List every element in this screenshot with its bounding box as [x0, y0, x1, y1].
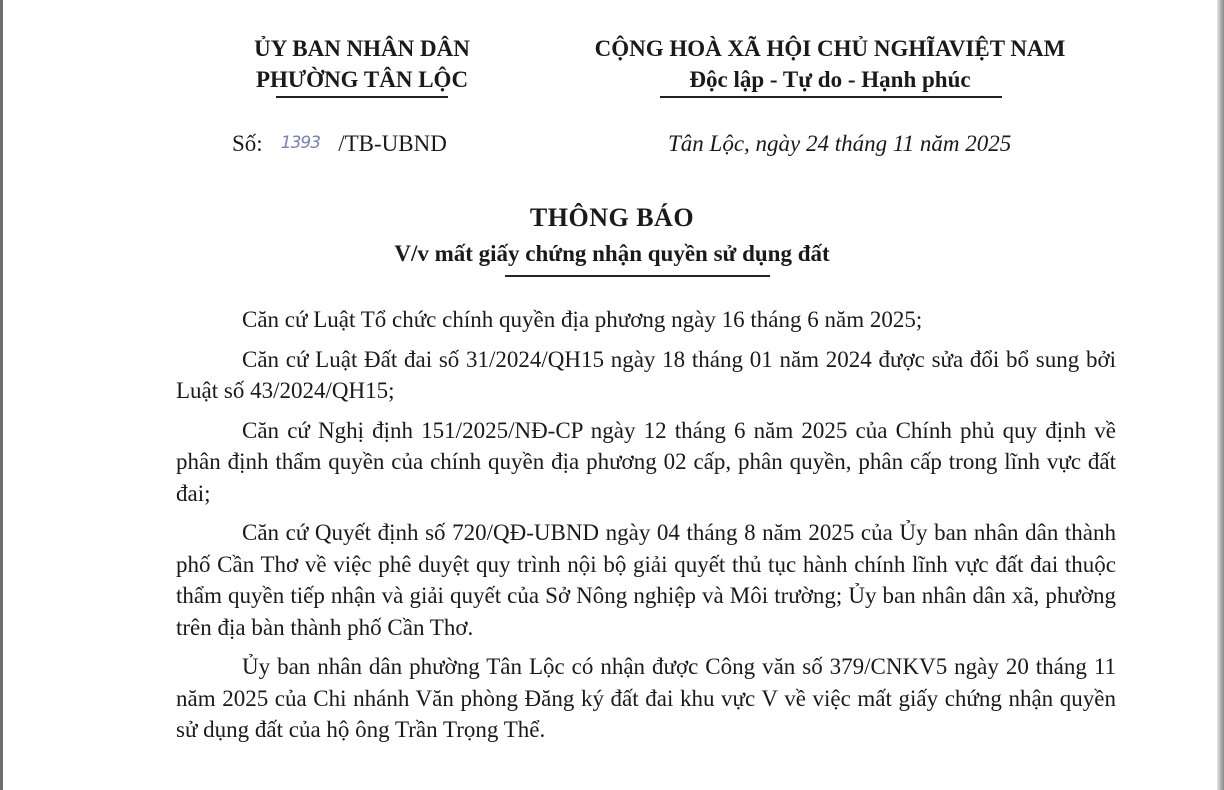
- motto-underline: [660, 96, 1002, 98]
- legal-basis-paragraph: Căn cứ Luật Đất đai số 31/2024/QH15 ngày 18 tháng 01 năm 2024 được sửa đổi bổ sung bởi Luật số 43/2024/QH15;: [176, 346, 1116, 403]
- national-motto: Độc lập - Tự do - Hạnh phúc: [689, 67, 971, 92]
- document-subject: V/v mất giấy chứng nhận quyền sử dụng đất: [394, 241, 830, 266]
- scan-edge-left: [0, 0, 3, 790]
- issuing-authority: [238, 33, 486, 95]
- scan-edge-right: [1217, 0, 1224, 790]
- document-title: THÔNG BÁO: [529, 203, 695, 232]
- subject-underline: [505, 275, 770, 277]
- legal-basis-paragraph: Căn cứ Luật Tổ chức chính quyền địa phương ngày 16 tháng 6 năm 2025;: [242, 307, 923, 332]
- national-title: CỘNG HOÀ XÃ HỘI CHỦ NGHĨAVIỆT NAM: [594, 36, 1066, 61]
- document-body: [176, 304, 1116, 754]
- authority-underline: [276, 96, 448, 98]
- handwritten-number: 1393: [280, 133, 321, 153]
- notice-paragraph: Ủy ban nhân dân phường Tân Lộc có nhận được Công văn số 379/CNKV5 ngày 20 tháng 11 năm 2025 của Chi nhánh Văn phòng Đăng ký đất đai khu vực V về việc mất giấy chứng nhận quyền sử dụng đất của hộ ông Trần Trọng Thể.: [176, 654, 1116, 742]
- issuing-authority-line1: ỦY BAN NHÂN DÂN: [254, 36, 470, 61]
- document-number-suffix: /TB-UBND: [338, 131, 447, 156]
- document-number: [232, 131, 447, 157]
- issuing-authority-line2: PHƯỜNG TÂN LỘC: [255, 67, 469, 92]
- legal-basis-paragraph: Căn cứ Quyết định số 720/QĐ-UBND ngày 04 tháng 8 năm 2025 của Ủy ban nhân dân thành phố Cần Thơ về việc phê duyệt quy trình nội bộ giải quyết thủ tục hành chính lĩnh vực đất đai thuộc thẩm quyền tiếp nhận và giải quyết của Sở Nông nghiệp và Môi trường; Ủy ban nhân dân xã, phường trên địa bàn thành phố Cần Thơ.: [176, 520, 1116, 640]
- national-header: [560, 33, 1100, 95]
- place-date: Tân Lộc, ngày 24 tháng 11 năm 2025: [668, 131, 1012, 156]
- document-number-label: Số:: [232, 131, 263, 156]
- legal-basis-paragraph: Căn cứ Nghị định 151/2025/NĐ-CP ngày 12 tháng 6 năm 2025 của Chính phủ quy định về phân định thẩm quyền của chính quyền địa phương 02 cấp, phân quyền, phân cấp trong lĩnh vực đất đai;: [176, 417, 1116, 506]
